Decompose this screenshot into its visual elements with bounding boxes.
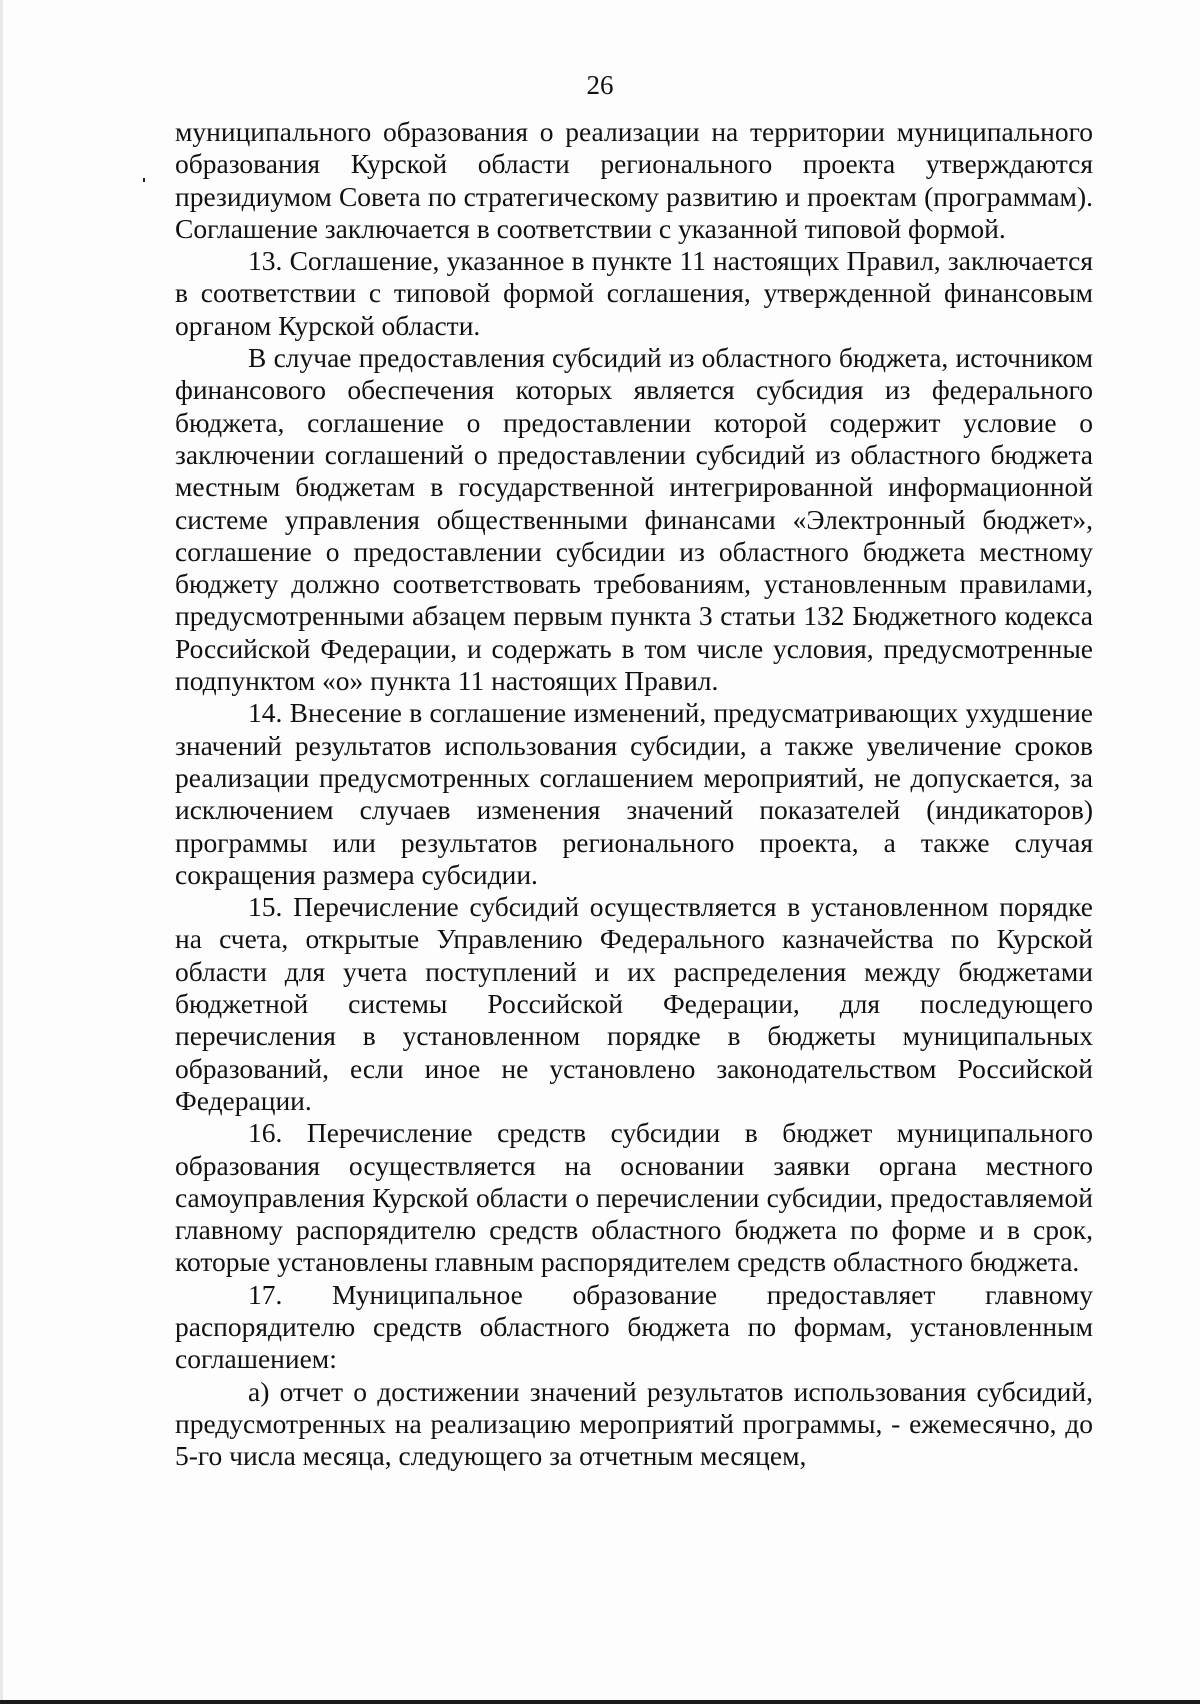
scan-edge-bottom — [0, 1700, 1200, 1704]
scan-speck — [143, 178, 145, 182]
document-body — [175, 116, 1093, 1472]
scan-edge-left — [0, 0, 3, 1704]
page-number: 26 — [586, 70, 614, 100]
paragraph-item-15: 15. Перечисление субсидий осуществляется в установленном порядке на счета, открытые Управлению Федерального казначейства по Курской области для учета поступлений и их распределения между бюджетами бюджетной системы Российской Федерации, для последующего перечисления в установленном порядке в бюджеты муниципальных образований, если иное не установлено законодательством Российской Федерации. — [175, 891, 1093, 1116]
paragraph-item-17a: а) отчет о достижении значений результатов использования субсидий, предусмотренных на реализацию мероприятий программы, - ежемесячно, до 5-го числа месяца, следующего за отчетным месяцем, — [175, 1375, 1093, 1472]
paragraph-item-13: 13. Соглашение, указанное в пункте 11 настоящих Правил, заключается в соответствии с типовой формой соглашения, утвержденной финансовым органом Курской области. — [175, 245, 1093, 341]
paragraph-continuation: муниципального образования о реализации на территории муниципального образования Курской области регионального проекта утверждаются президиумом Совета по стратегическому развитию и проектам (программам). Соглашение заключается в соответствии с указанной типовой формой. — [175, 116, 1093, 244]
paragraph-item-16: 16. Перечисление средств субсидии в бюджет муниципального образования осуществляется на основании заявки органа местного самоуправления Курской области о перечислении субсидии, предоставляемой главному распорядителю средств областного бюджета по форме и в срок, которые установлены главным распорядителем средств областного бюджета. — [175, 1117, 1093, 1278]
paragraph-item-14: 14. Внесение в соглашение изменений, предусматривающих ухудшение значений результатов использования субсидии, а также увеличение сроков реализации предусмотренных соглашением мероприятий, не допускается, за исключением случаев изменения значений показателей (индикаторов) программы или результатов регионального проекта, а также случая сокращения размера субсидии. — [175, 697, 1093, 890]
paragraph-subsidy-case: В случае предоставления субсидий из областного бюджета, источником финансового обеспечения которых является субсидия из федерального бюджета, соглашение о предоставлении которой содержит условие о заключении соглашений о предоставлении субсидий из областного бюджета местным бюджетам в государственной интегрированной информационной системе управления общественными финансами «Электронный бюджет», соглашение о предоставлении субсидии из областного бюджета местному бюджету должно соответствовать требованиям, установленным правилами, предусмотренными абзацем первым пункта 3 статьи 132 Бюджетного кодекса Российской Федерации, и содержать в том числе условия, предусмотренные подпунктом «о» пункта 11 настоящих Правил. — [175, 342, 1093, 697]
paragraph-item-17: 17. Муниципальное образование предоставляет главному распорядителю средств областного бюджета по формам, установленным соглашением: — [175, 1278, 1093, 1375]
